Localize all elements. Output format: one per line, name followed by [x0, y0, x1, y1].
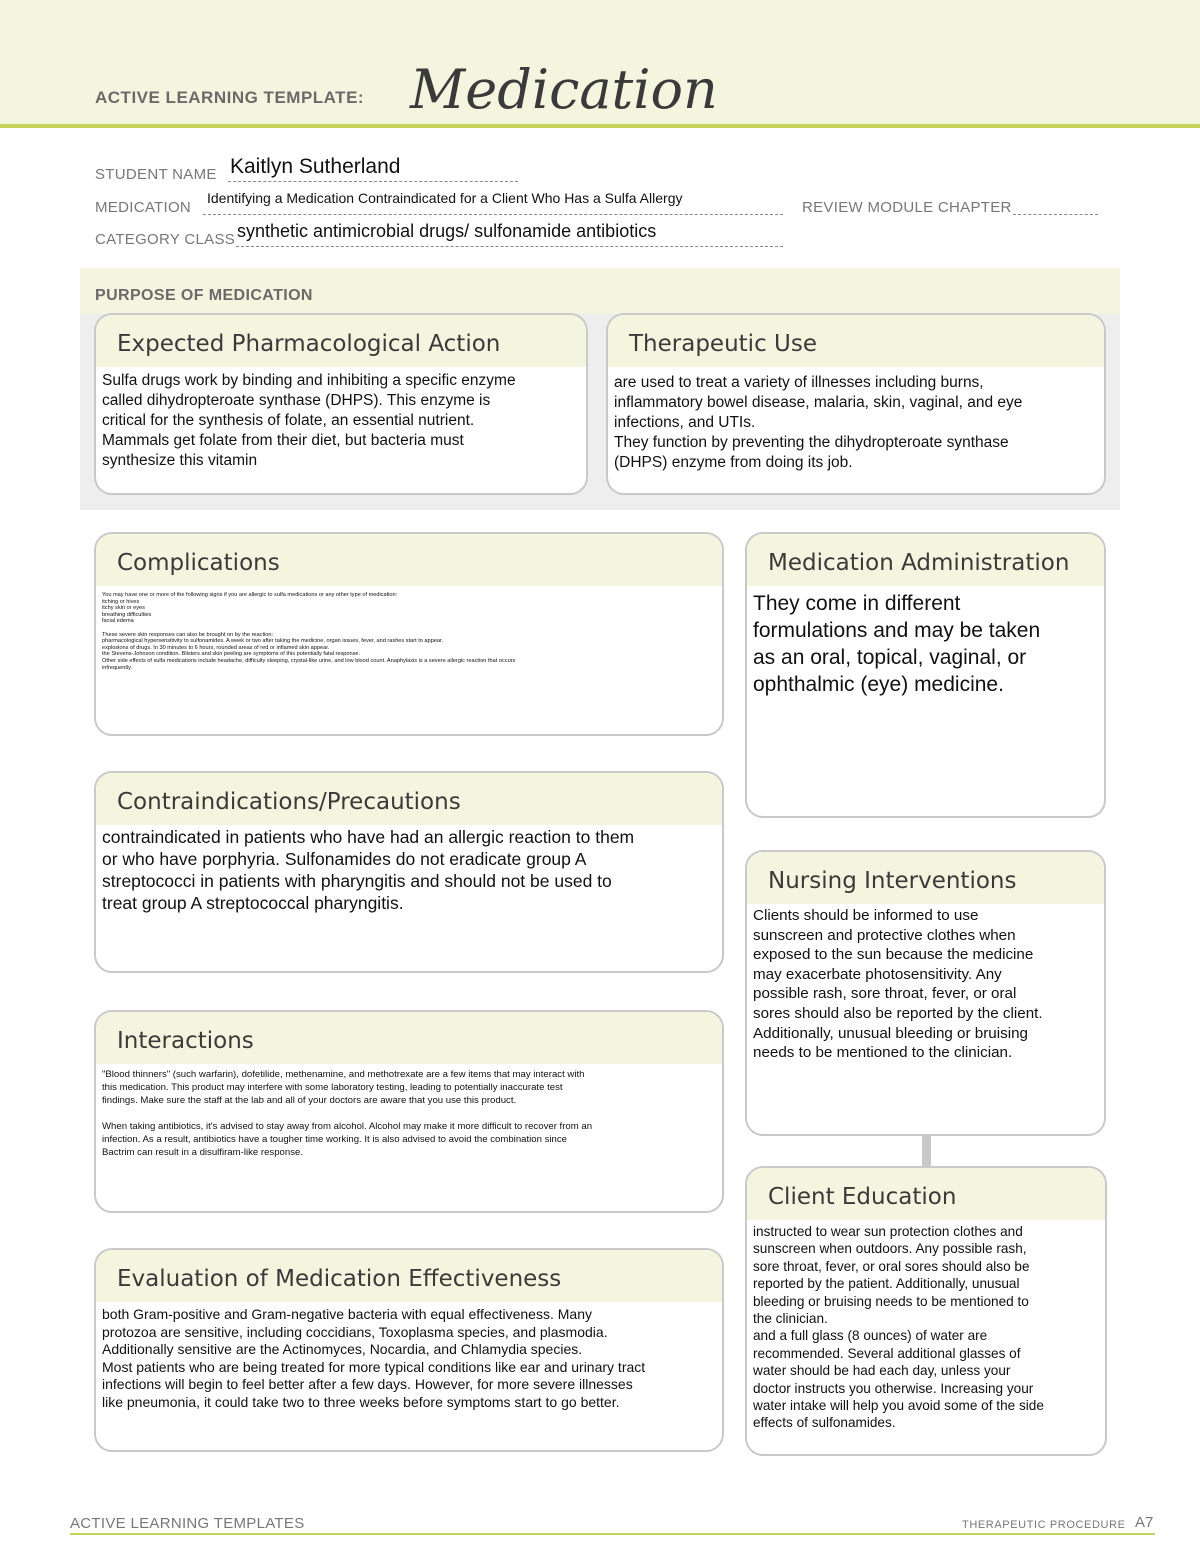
student-name-line	[228, 181, 518, 182]
complications-box	[94, 532, 724, 736]
page-title: Medication	[410, 58, 718, 121]
client-education-box	[745, 1166, 1107, 1456]
nursing-interventions-box	[745, 850, 1106, 1136]
medication-administration-box	[745, 532, 1106, 818]
complications-heading: Complications	[96, 534, 722, 586]
footer-rule	[70, 1533, 1155, 1535]
template-label: ACTIVE LEARNING TEMPLATE:	[95, 88, 365, 107]
interactions-heading: Interactions	[96, 1012, 722, 1064]
contraindications-box	[94, 771, 724, 973]
interactions-box	[94, 1010, 724, 1213]
header-rule	[0, 124, 1200, 128]
complications-body: You may have one or more of the following signs if you are allergic to sulfa medications or any other type of medication: itching or hives itchy skin or eyes breathing difficulties facial edema These severe skin responses can also be brought on by the reaction: pharmacological hypersensitivity to sulfonamides. A week or two after taking the medicine, organ issues, fever, and rashes start to appear. explosions of drugs. In 30 minutes to 6 hours, rounded areas of red or inflamed skin appear. the Stevens-Johnson condition. Blisters and skin peeling are symptoms of this potentially fatal response. Other side effects of sulfa medications include headache, difficulty sleeping, crystal-like urine, and low blood count. Anaphylaxis is a severe allergic reaction that occurs infrequently.	[102, 592, 516, 671]
expected-action-box	[94, 313, 588, 495]
footer-right-label: THERAPEUTIC PROCEDURE	[962, 1519, 1126, 1531]
medication-line	[203, 214, 783, 215]
category-class-line	[236, 246, 783, 247]
student-name-field[interactable]: Kaitlyn Sutherland	[230, 155, 401, 178]
medication-administration-heading: Medication Administration	[747, 534, 1104, 586]
medication-administration-body: They come in different formulations and may be taken as an oral, topical, vaginal, or ophthalmic (eye) medicine.	[753, 592, 1041, 696]
client-education-heading: Client Education	[747, 1168, 1105, 1220]
box-connector	[922, 1136, 931, 1166]
evaluation-box	[94, 1248, 724, 1452]
student-name-label: STUDENT NAME	[95, 166, 217, 183]
therapeutic-use-heading: Therapeutic Use	[608, 315, 1104, 367]
therapeutic-use-box	[606, 313, 1106, 495]
evaluation-heading: Evaluation of Medication Effectiveness	[96, 1250, 722, 1302]
expected-action-heading: Expected Pharmacological Action	[96, 315, 586, 367]
page-number: A7	[1135, 1514, 1154, 1531]
nursing-interventions-body: Clients should be informed to use sunscreen and protective clothes when exposed to the sun because the medicine may exacerbate photosensitivity. Any possible rash, sore throat, fever, or oral sores should also be reported by the client. Additionally, unusual bleeding or bruising needs to be mentioned to the clinician.	[753, 907, 1043, 1062]
therapeutic-use-body: are used to treat a variety of illnesses including burns, inflammatory bowel disease, malaria, skin, vaginal, and eye infections, and UTIs. They function by preventing the dihydropteroate synthase (DHPS) enzyme from doing its job.	[614, 374, 1023, 471]
review-module-line[interactable]	[1013, 214, 1098, 215]
expected-action-body: Sulfa drugs work by binding and inhibiting a specific enzyme called dihydropteroate synthase (DHPS). This enzyme is critical for the synthesis of folate, an essential nutrient. Mammals get folate from their diet, but bacteria must synthesize this vitamin	[102, 372, 516, 469]
purpose-title: PURPOSE OF MEDICATION	[95, 287, 313, 304]
medication-label: MEDICATION	[95, 199, 192, 216]
interactions-body: "Blood thinners" (such warfarin), dofetilide, methenamine, and methotrexate are a few items that may interact with this medication. This product may interfere with some laboratory testing, leading to potentially inaccurate test findings. Make sure the staff at the lab and all of your doctors are aware that you use this product. When taking antibiotics, it's advised to stay away from alcohol. Alcohol may make it more difficult to recover from an infection. As a result, antibiotics have a tougher time working. It is also advised to avoid the combination since Bactrim can result in a disulfiram-like response.	[102, 1069, 593, 1158]
category-class-field[interactable]: synthetic antimicrobial drugs/ sulfonamide antibiotics	[237, 221, 657, 241]
evaluation-body: both Gram-positive and Gram-negative bacteria with equal effectiveness. Many protozoa are sensitive, including coccidians, Toxoplasma species, and plasmodia. Additionally sensitive are the Actinomyces, Nocardia, and Chlamydia species. Most patients who are being treated for more typical conditions like ear and urinary tract infections will begin to feel better after a few days. However, for more severe illnesses like pneumonia, it could take two to three weeks before symptoms start to go better.	[102, 1306, 646, 1410]
contraindications-heading: Contraindications/Precautions	[96, 773, 722, 825]
nursing-interventions-heading: Nursing Interventions	[747, 852, 1104, 904]
client-education-body: instructed to wear sun protection clothes and sunscreen when outdoors. Any possible rash, sore throat, fever, or oral sores should also be reported by the patient. Additionally, unusual bleeding or bruising needs to be mentioned to the clinician. and a full glass (8 ounces) of water are recommended. Several additional glasses of water should be had each day, unless your doctor instructs you otherwise. Increasing your water intake will help you avoid some of the side effects of sulfonamides.	[753, 1224, 1044, 1431]
footer-left-label: ACTIVE LEARNING TEMPLATES	[70, 1515, 305, 1532]
category-class-label: CATEGORY CLASS	[95, 231, 236, 248]
medication-field[interactable]: Identifying a Medication Contraindicated for a Client Who Has a Sulfa Allergy	[207, 190, 683, 206]
contraindications-body: contraindicated in patients who have had an allergic reaction to them or who have porphyria. Sulfonamides do not eradicate group A streptococci in patients with pharyngitis and should not be used to treat group A streptococcal pharyngitis.	[102, 827, 635, 913]
review-module-label: REVIEW MODULE CHAPTER	[802, 199, 1012, 216]
